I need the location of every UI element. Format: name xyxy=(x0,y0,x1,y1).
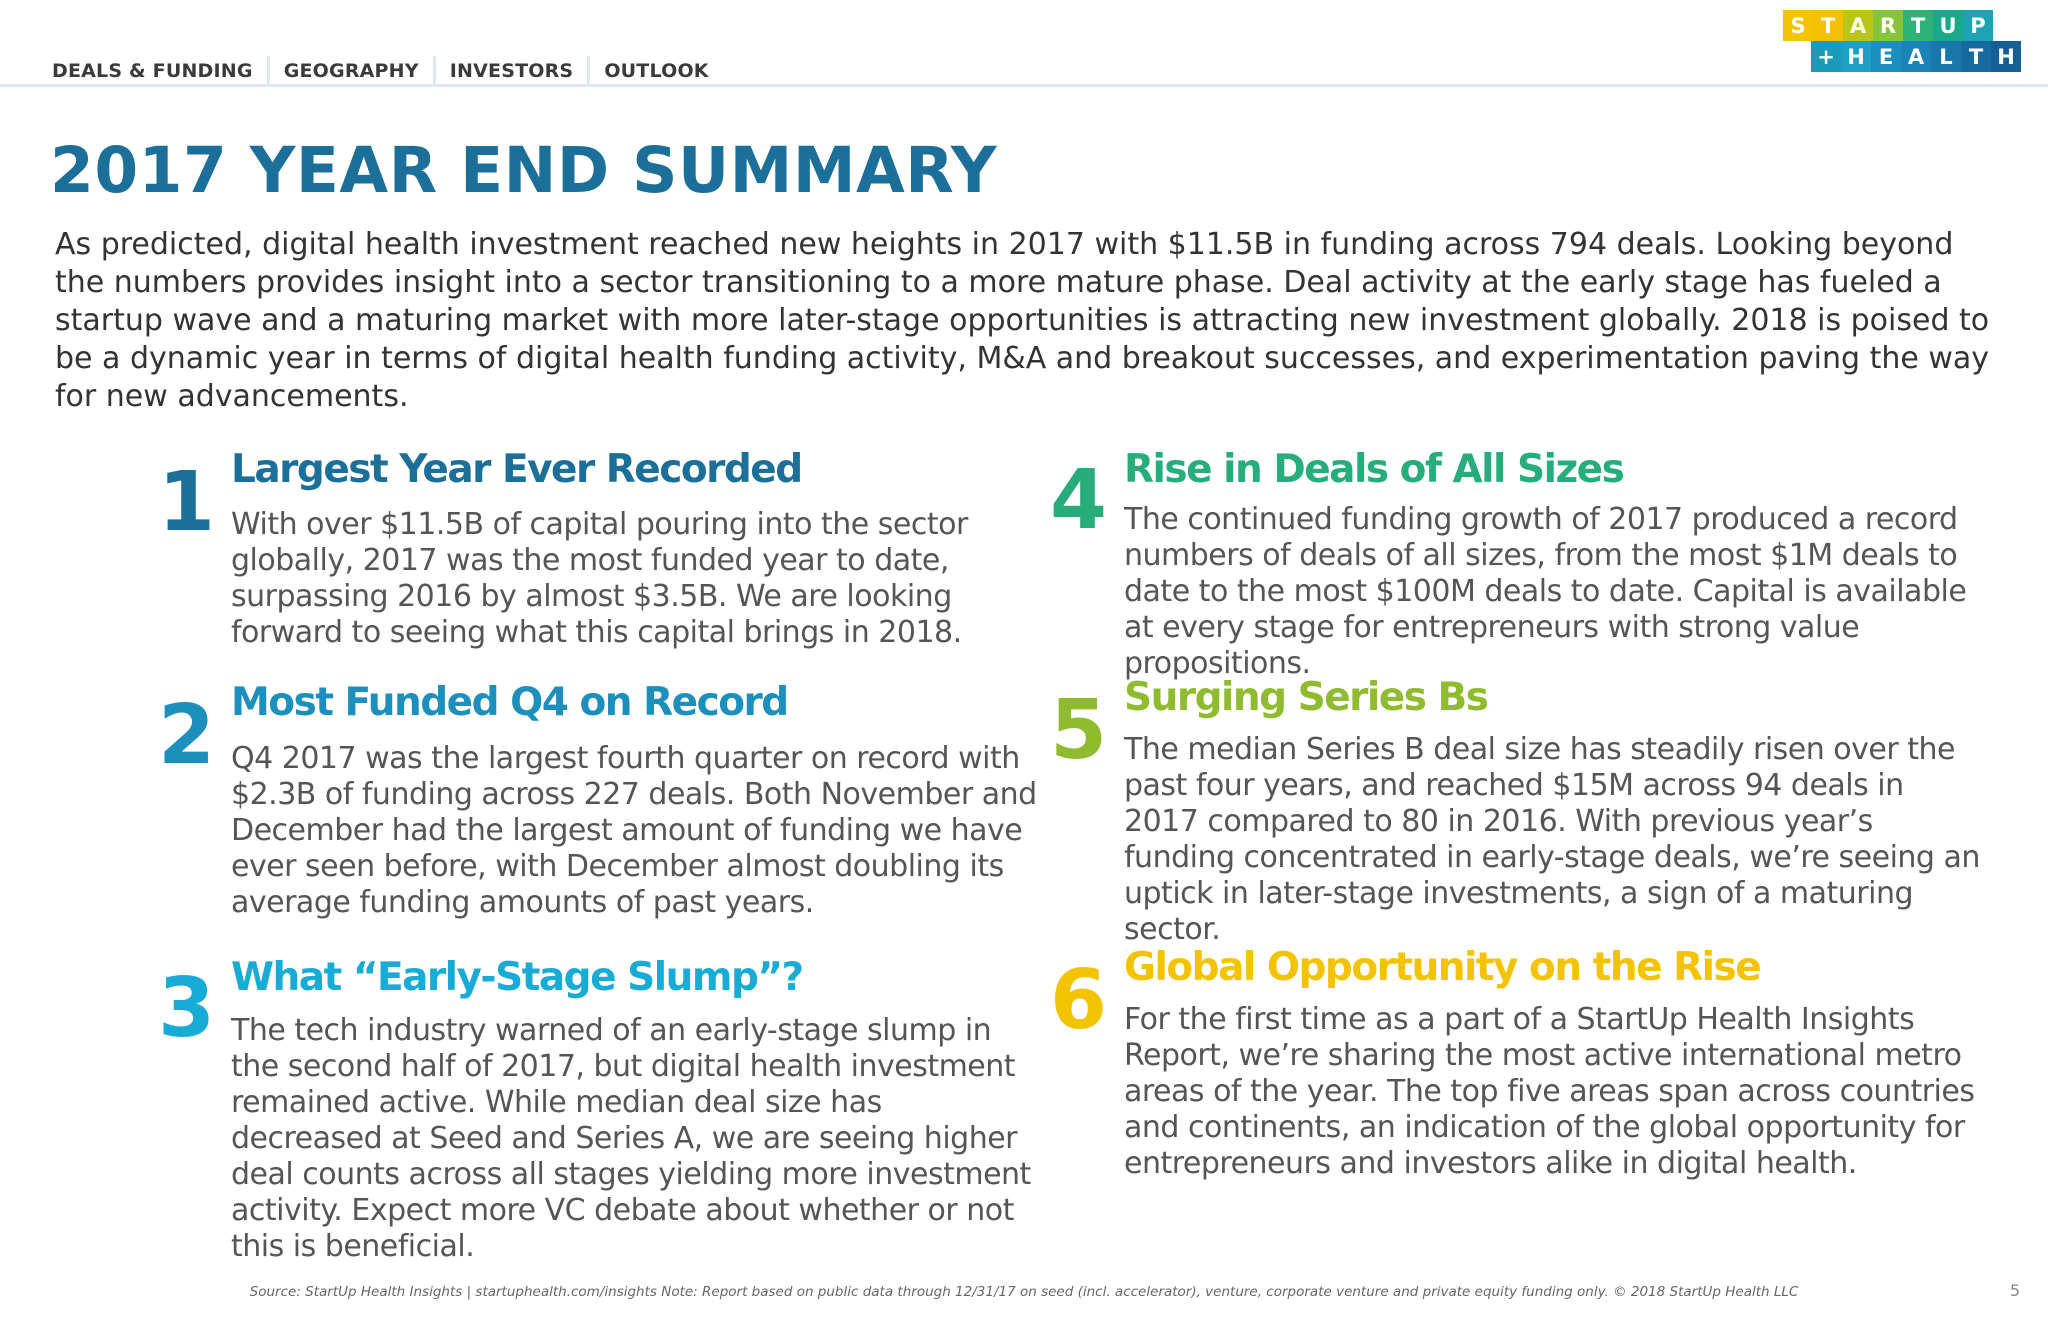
nav-tab-investors[interactable]: INVESTORS xyxy=(436,56,591,86)
logo-letter: H xyxy=(1991,41,2021,72)
item-title: What “Early-Stage Slump”? xyxy=(231,955,803,1000)
logo-letter: L xyxy=(1931,41,1961,72)
logo-letter: U xyxy=(1933,10,1963,41)
logo-letter: A xyxy=(1901,41,1931,72)
item-body: For the first time as a part of a StartUp Health Insights Report, we’re sharing the most active international metro areas of the year. The top five areas span across countries and continents, an indication of the global opportunity for entrepreneurs and investors alike in digital health. xyxy=(1124,1002,1975,1181)
logo-row-health xyxy=(1811,41,2021,72)
nav-tab-deals-funding[interactable]: DEALS & FUNDING xyxy=(40,56,270,86)
logo-letter: + xyxy=(1811,41,1841,72)
item-number: 3 xyxy=(158,961,216,1056)
intro-paragraph: As predicted, digital health investment reached new heights in 2017 with $11.5B in funding across 794 deals. Looking beyond the numbers provides insight into a sector transitioning to a more mature phase. Deal activity at the early stage has fueled a startup wave and a maturing market with more later-stage opportunities is attracting new investment globally. 2018 is poised to be a dynamic year in terms of digital health funding activity, M&A and breakout successes, and experimentation paving the way for new advancements. xyxy=(55,227,1990,414)
top-nav xyxy=(40,56,723,86)
logo-letter: A xyxy=(1843,10,1873,41)
item-number: 4 xyxy=(1050,453,1108,548)
logo-letter: H xyxy=(1841,41,1871,72)
startup-health-logo[interactable] xyxy=(1783,10,2021,72)
logo-row-startup xyxy=(1783,10,2021,41)
item-body: The continued funding growth of 2017 produced a record numbers of deals of all sizes, from the most $1M deals to date to the most $100M deals to date. Capital is available at every stage for entrepreneurs with strong value propositions. xyxy=(1124,502,1967,681)
logo-letter: E xyxy=(1871,41,1901,72)
logo-letter: T xyxy=(1813,10,1843,41)
item-body: The tech industry warned of an early-stage slump in the second half of 2017, but digital health investment remained active. While median deal size has decreased at Seed and Series A, we are seeing higher deal counts across all stages yielding more investment activity. Expect more VC debate about whether or not this is beneficial. xyxy=(231,1013,1031,1264)
logo-letter: T xyxy=(1961,41,1991,72)
nav-tab-outlook[interactable]: OUTLOOK xyxy=(604,60,709,82)
logo-letter: S xyxy=(1783,10,1813,41)
page-number: 5 xyxy=(2009,1281,2020,1300)
page-title: 2017 YEAR END SUMMARY xyxy=(50,134,997,207)
nav-divider xyxy=(0,84,2048,87)
logo-letter: R xyxy=(1873,10,1903,41)
item-title: Largest Year Ever Recorded xyxy=(231,447,802,492)
item-title: Global Opportunity on the Rise xyxy=(1124,945,1761,990)
item-body: With over $11.5B of capital pouring into the sector globally, 2017 was the most funded year to date, surpassing 2016 by almost $3.5B. We are looking forward to seeing what this capital brings in 2018. xyxy=(231,507,968,650)
item-title: Most Funded Q4 on Record xyxy=(231,680,788,725)
item-body: Q4 2017 was the largest fourth quarter on record with $2.3B of funding across 227 deals. Both November and December had the largest amount of funding we have ever seen before, with December almost doubling its average funding amounts of past years. xyxy=(231,741,1037,920)
logo-letter: T xyxy=(1903,10,1933,41)
item-title: Rise in Deals of All Sizes xyxy=(1124,447,1624,492)
item-number: 6 xyxy=(1050,953,1108,1048)
item-body: The median Series B deal size has steadily risen over the past four years, and reached $15M across 94 deals in 2017 compared to 80 in 2016. With previous year’s funding concentrated in early-stage deals, we’re seeing an uptick in later-stage investments, a sign of a maturing sector. xyxy=(1124,732,1980,947)
item-title: Surging Series Bs xyxy=(1124,675,1488,720)
item-number: 5 xyxy=(1050,683,1108,778)
logo-letter: P xyxy=(1963,10,1993,41)
item-number: 2 xyxy=(158,688,216,783)
nav-tab-geography[interactable]: GEOGRAPHY xyxy=(270,56,436,86)
item-number: 1 xyxy=(158,455,216,550)
source-footnote: Source: StartUp Health Insights | startuphealth.com/insights Note: Report based on public data through 12/31/17 on seed (incl. accelerator), venture, corporate venture and private equity funding only. © 2018 StartUp Health LLC xyxy=(249,1284,1799,1300)
